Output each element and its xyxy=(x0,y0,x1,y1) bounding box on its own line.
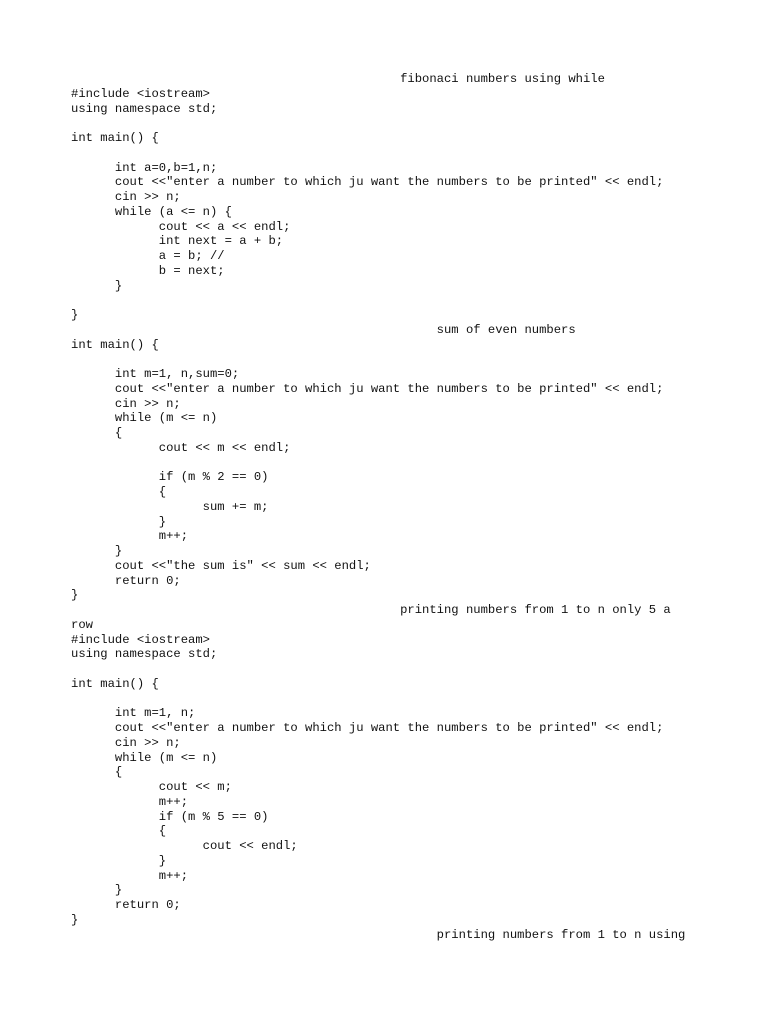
code-line: cout << endl; xyxy=(71,839,298,853)
code-line: cout << a << endl; xyxy=(71,219,291,234)
code-line xyxy=(71,116,711,131)
code-line xyxy=(71,146,711,161)
code-line xyxy=(71,293,711,308)
code-line: cout << m << endl; xyxy=(71,440,291,455)
code-line: return 0; xyxy=(71,898,181,912)
code-line: } xyxy=(71,912,79,927)
code-line: } xyxy=(71,853,167,868)
code-line: } xyxy=(71,883,123,898)
code-line: { xyxy=(71,426,123,440)
code-line: #include <iostream> xyxy=(71,632,210,647)
code-line: cout <<"enter a number to which ju want the numbers to be printed" << endl; xyxy=(71,721,664,735)
code-line: return 0; xyxy=(71,573,181,588)
code-line: m++; xyxy=(71,794,189,809)
code-line: m++; xyxy=(71,868,189,883)
code-line: } xyxy=(71,544,123,558)
code-document xyxy=(71,72,711,942)
code-line xyxy=(71,352,711,367)
code-line: } xyxy=(71,308,79,322)
code-line: cout << m; xyxy=(71,780,232,794)
code-line: int main() { xyxy=(71,131,159,145)
code-line: if (m % 5 == 0) xyxy=(71,809,269,824)
code-line: while (m <= n) xyxy=(71,411,218,426)
code-line: cin >> n; xyxy=(71,190,181,204)
code-line: { xyxy=(71,824,167,839)
code-line: int next = a + b; xyxy=(71,234,284,249)
code-line: cout <<"the sum is" << sum << endl; xyxy=(71,558,371,573)
code-line: printing numbers from 1 to n only 5 a xyxy=(71,603,671,617)
code-line xyxy=(71,692,711,707)
code-line: using namespace std; xyxy=(71,101,218,116)
code-line: row xyxy=(71,617,93,632)
code-line: int main() { xyxy=(71,676,159,691)
code-line: { xyxy=(71,485,167,499)
code-line: cout <<"enter a number to which ju want the numbers to be printed" << endl; xyxy=(71,381,664,396)
code-line: cin >> n; xyxy=(71,735,181,750)
code-line: while (m <= n) xyxy=(71,750,218,765)
code-line: using namespace std; xyxy=(71,647,218,662)
code-line: #include <iostream> xyxy=(71,86,210,101)
code-line: sum of even numbers xyxy=(71,322,576,337)
code-line xyxy=(71,456,711,471)
code-line xyxy=(71,662,711,677)
code-line: while (a <= n) { xyxy=(71,204,232,219)
code-line: cin >> n; xyxy=(71,396,181,411)
code-line: int m=1, n,sum=0; xyxy=(71,367,240,381)
code-line: } xyxy=(71,588,79,603)
code-line: int a=0,b=1,n; xyxy=(71,160,218,175)
code-line: m++; xyxy=(71,529,189,544)
code-line: fibonaci numbers using while xyxy=(71,72,605,86)
code-line: cout <<"enter a number to which ju want the numbers to be printed" << endl; xyxy=(71,175,664,190)
code-line: { xyxy=(71,765,123,780)
code-line: } xyxy=(71,514,167,529)
code-line: sum += m; xyxy=(71,499,269,514)
code-line: int m=1, n; xyxy=(71,706,196,721)
code-line: if (m % 2 == 0) xyxy=(71,470,269,485)
code-line: } xyxy=(71,278,123,293)
code-line: a = b; // xyxy=(71,249,225,263)
code-line: int main() { xyxy=(71,337,159,352)
code-line: b = next; xyxy=(71,263,225,278)
code-line: printing numbers from 1 to n using xyxy=(71,927,686,942)
